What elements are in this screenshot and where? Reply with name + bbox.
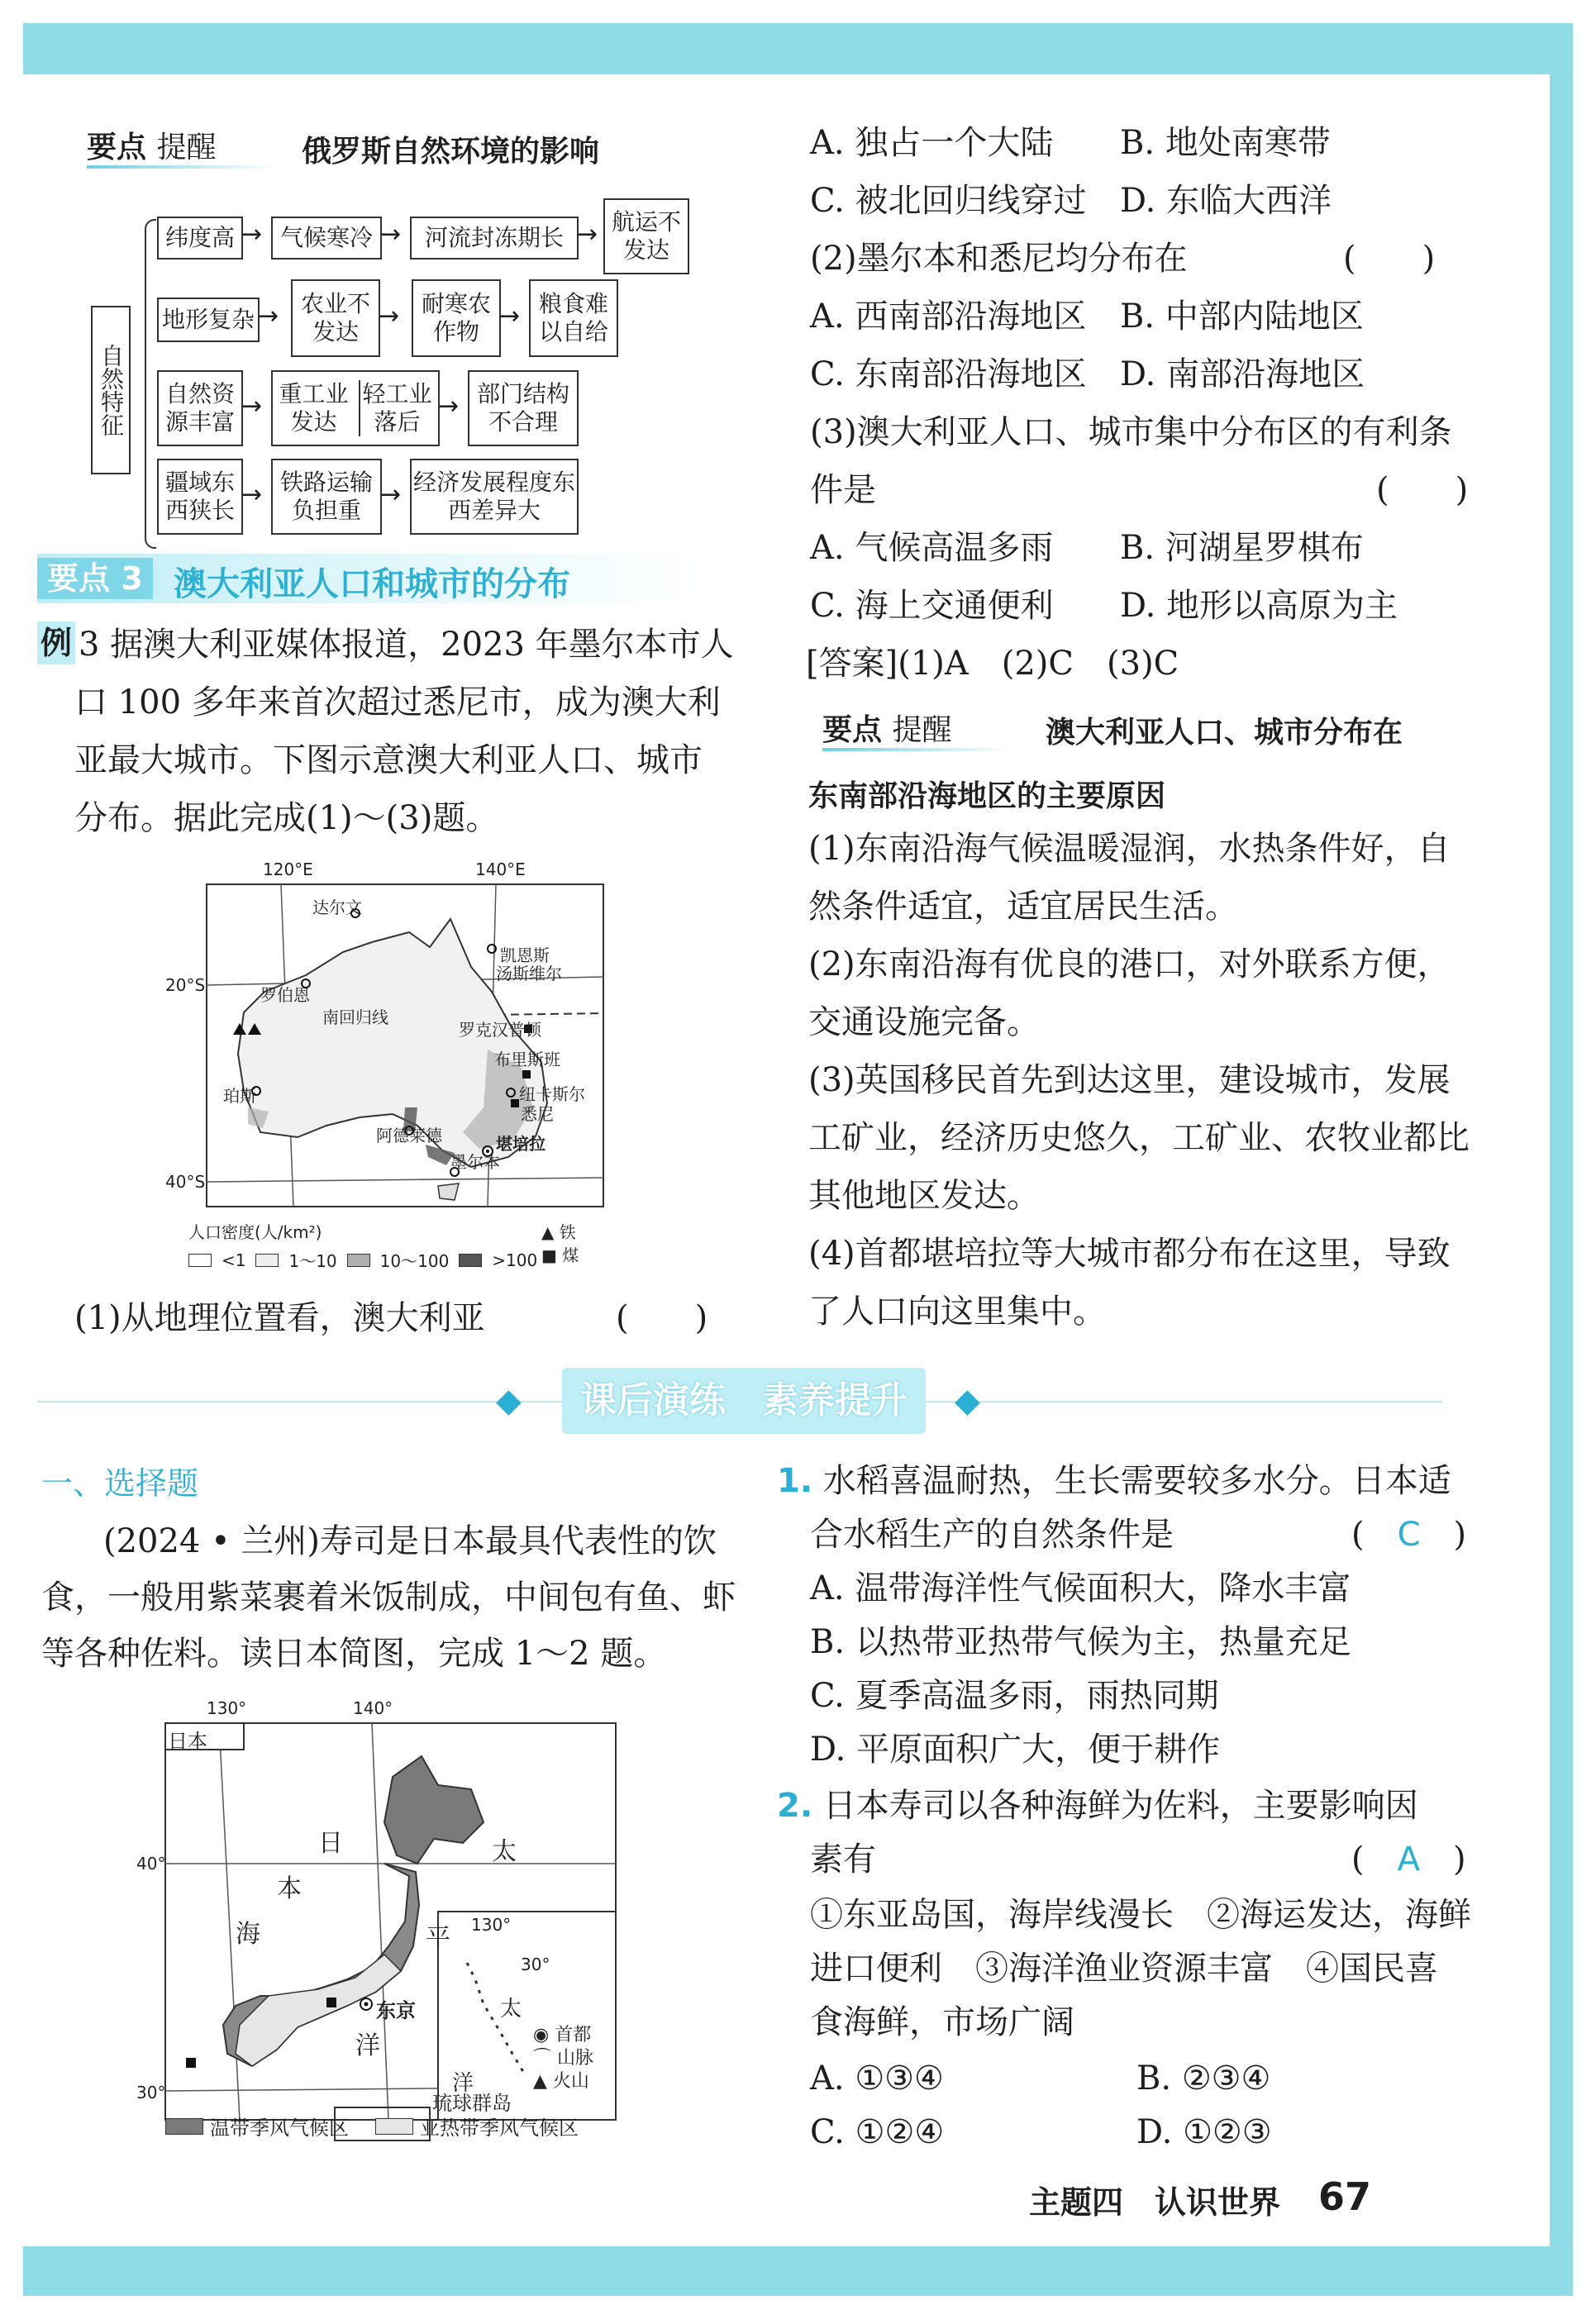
- map-lat-20: 20°S: [165, 975, 206, 995]
- example-line-1: 3 据澳大利亚媒体报道，2023 年墨尔本市人: [79, 626, 734, 664]
- reason-line-6: 工矿业，经济历史悠久，工矿业、农牧业都比: [808, 1119, 1470, 1157]
- arrow-icon: →: [380, 220, 402, 249]
- city-tokyo: 东京: [376, 1999, 416, 2022]
- reason-line-8: (4)首都堪培拉等大城市都分布在这里，导致: [808, 1235, 1451, 1273]
- p2-stem-text: 日本寿司以各种海鲜为佐料，主要影响因: [822, 1787, 1418, 1825]
- place-canberra: 堪培拉: [496, 1134, 545, 1154]
- section3-num: 要点 3: [37, 558, 153, 599]
- legend-swatch: [459, 1254, 482, 1267]
- p2-option-a: A. ①③④: [810, 2059, 944, 2098]
- d-r2-1: 地形复杂: [157, 298, 260, 342]
- p1-paren: ( C ): [1351, 1516, 1467, 1554]
- inset-lon-130: 130°: [471, 1915, 512, 1935]
- d-r3-23: [271, 370, 440, 446]
- d-r1-3: 河流封冻期长: [410, 217, 579, 260]
- diagram-root: 自然特征: [91, 306, 131, 474]
- d-r3-3: 轻工业落后: [359, 380, 435, 436]
- legend-mountain: ⌒ 山脉: [533, 2048, 594, 2069]
- place-newcastle: 纽卡斯尔: [519, 1084, 585, 1104]
- legend-iron-label: 铁: [559, 1222, 576, 1242]
- japan-intro-2: 食，一般用紫菜裹着米饭制成，中间包有鱼、虾: [41, 1579, 736, 1617]
- japan-lat-40: 40°: [136, 1854, 166, 1874]
- bottom-band: [23, 2246, 1573, 2296]
- p2-items-2: 进口便利 ③海洋渔业资源丰富 ④国民喜: [810, 1950, 1438, 1988]
- legend-volcano-label: 火山: [552, 2071, 589, 2092]
- p2-option-b: B. ②③④: [1136, 2059, 1271, 2098]
- p2-number: 2.: [777, 1787, 813, 1825]
- place-cairns: 凯恩斯: [500, 945, 550, 965]
- legend-swatch: [375, 2118, 413, 2135]
- map-lon-140: 140°E: [475, 860, 526, 879]
- d-r1-1: 纬度高: [157, 217, 243, 260]
- q3-option-b: B. 河湖星罗棋布: [1120, 529, 1364, 567]
- practice-banner: 课后演练 素养提升: [562, 1368, 926, 1434]
- p2-items-1: ①东亚岛国，海岸线漫长 ②海运发达，海鲜: [810, 1896, 1471, 1934]
- d-r1-2: 气候寒冷: [271, 217, 382, 260]
- legend-coal-label: 煤: [562, 1245, 579, 1265]
- place-brisbane: 布里斯班: [494, 1050, 560, 1069]
- density-legend: [188, 1248, 537, 1272]
- tip1-tag: [87, 124, 217, 166]
- tip-tag-light: 提醒: [892, 713, 952, 747]
- q3-stem-2: 件是: [810, 471, 876, 509]
- q2-option-d: D. 南部沿海地区: [1120, 355, 1365, 393]
- ocean-char-2: 平: [426, 1924, 450, 1953]
- q3-option-d: D. 地形以高原为主: [1120, 587, 1398, 625]
- arrow-icon: →: [258, 302, 279, 331]
- tip1-title: 俄罗斯自然环境的影响: [302, 135, 600, 169]
- tip-tag-main: 要点: [87, 131, 147, 164]
- footer-topic: 主题四 认识世界: [1029, 2184, 1281, 2221]
- australia-map: [165, 860, 628, 1273]
- p1-option-a: A. 温带海洋性气候面积大，降水丰富: [810, 1569, 1351, 1607]
- place-melbourne: 墨尔本: [450, 1152, 500, 1172]
- place-sydney: 悉尼: [521, 1104, 554, 1124]
- legend-swatch: [347, 1254, 370, 1267]
- tip2-title-1: 澳大利亚人口、城市分布在: [1046, 716, 1403, 750]
- arrow-icon: →: [499, 302, 521, 331]
- example-line-4: 分布。据此完成(1)～(3)题。: [74, 799, 499, 837]
- d-r3-2: 重工业发达: [279, 380, 349, 436]
- q2-option-a: A. 西南部沿海地区: [810, 298, 1087, 336]
- d-r4-3: 经济发展程度东西差异大: [410, 459, 579, 535]
- legend-iron: ▲ 铁: [541, 1222, 576, 1242]
- q1-stem: (1)从地理位置看，澳大利亚: [74, 1299, 485, 1337]
- q1-option-c: C. 被北回归线穿过: [810, 182, 1087, 220]
- right-band: [1550, 23, 1573, 2296]
- place-roebourne: 罗伯恩: [260, 985, 310, 1005]
- map-lat-40: 40°S: [165, 1172, 206, 1192]
- p2-stem-2: 素有: [810, 1840, 876, 1879]
- legend-subtropical: 亚热带季风气候区: [420, 2117, 579, 2140]
- q3-paren: ( ): [1376, 471, 1469, 509]
- legend-capital-label: 首都: [555, 2025, 592, 2045]
- map-lon-120: 120°E: [263, 860, 313, 879]
- place-darwin: 达尔文: [312, 898, 362, 917]
- diamond-icon: ◆: [496, 1382, 522, 1420]
- place-tropic: 南回归线: [322, 1007, 388, 1027]
- japan-intro-3: 等各种佐料。读日本简图，完成 1～2 题。: [41, 1635, 667, 1673]
- reason-line-2: 然条件适宜，适宜居民生活。: [808, 888, 1238, 926]
- q1-option-b: B. 地处南寒带: [1120, 124, 1331, 162]
- p2-items-3: 食海鲜，市场广阔: [810, 2003, 1074, 2041]
- sea-char-2: 本: [277, 1874, 302, 1903]
- reason-line-3: (2)东南沿海有优良的港口，对外联系方便，: [808, 945, 1451, 983]
- page-number: 67: [1318, 2174, 1372, 2219]
- legend-item: 10～100: [379, 1251, 450, 1271]
- p1-stem-2: 合水稻生产的自然条件是: [810, 1516, 1174, 1554]
- reason-line-1: (1)东南沿海气候温暖湿润，水热条件好，自: [808, 830, 1451, 868]
- q1-paren: ( ): [616, 1299, 708, 1337]
- tip2-title-2: 东南部沿海地区的主要原因: [808, 779, 1166, 813]
- q2-paren: ( ): [1343, 240, 1436, 278]
- q3-stem-1: (3)澳大利亚人口、城市集中分布区的有利条: [810, 413, 1452, 451]
- tip2-underline: [822, 748, 1012, 751]
- reason-line-9: 了人口向这里集中。: [808, 1293, 1106, 1331]
- d-r3-1: 自然资源丰富: [157, 370, 243, 446]
- legend-temperate: 温带季风气候区: [210, 2117, 349, 2140]
- climate-legend: [165, 2112, 579, 2140]
- japan-lon-130: 130°: [207, 1698, 247, 1718]
- inset-ocean-1: 太: [500, 1997, 522, 2021]
- legend-volcano: ▲ 火山: [533, 2071, 589, 2092]
- example-label: 例: [37, 621, 75, 664]
- arrow-icon: →: [241, 220, 263, 249]
- arrow-icon: →: [241, 480, 263, 509]
- p1-stem-1: [777, 1452, 1451, 1510]
- legend-mountain-label: 山脉: [557, 2048, 594, 2069]
- q2-stem: (2)墨尔本和悉尼均分布在: [810, 240, 1188, 278]
- d-r3-4: 部门结构不合理: [468, 370, 579, 446]
- q2-option-c: C. 东南部沿海地区: [810, 355, 1087, 393]
- d-r2-3: 耐寒农作物: [412, 279, 501, 357]
- reason-line-5: (3)英国移民首先到达这里，建设城市，发展: [808, 1061, 1451, 1099]
- q1-option-d: D. 东临大西洋: [1120, 182, 1332, 220]
- choice-heading: 一、选择题: [41, 1465, 199, 1502]
- place-perth: 珀斯: [223, 1086, 256, 1106]
- place-townsville: 汤斯维尔: [496, 964, 562, 983]
- japan-map-title: 日本: [168, 1730, 207, 1753]
- d-r2-4: 粮食难以自给: [529, 279, 618, 357]
- arrow-icon: →: [438, 392, 460, 421]
- inset-lat-30: 30°: [521, 1955, 550, 1974]
- q1-option-a: A. 独占一个大陆: [810, 124, 1054, 162]
- top-band: [23, 23, 1573, 74]
- legend-item: <1: [222, 1250, 246, 1270]
- tip2-tag: [822, 707, 952, 749]
- arrow-icon: →: [577, 220, 598, 249]
- legend-swatch: [188, 1254, 212, 1267]
- japan-map: [136, 1698, 632, 2149]
- answer-line: [答案](1)A (2)C (3)C: [806, 645, 1179, 683]
- legend-item: 1～10: [288, 1251, 337, 1271]
- ocean-char-3: 洋: [355, 2031, 380, 2060]
- p1-answer: C: [1397, 1516, 1421, 1554]
- q2-option-b: B. 中部内陆地区: [1120, 298, 1364, 336]
- islands-label: 琉球群岛: [432, 2092, 512, 2115]
- legend-swatch: [255, 1254, 279, 1267]
- japan-lat-30: 30°: [136, 2083, 166, 2102]
- tip-tag-main: 要点: [822, 713, 883, 747]
- arrow-icon: →: [379, 302, 400, 331]
- p2-stem-1: [777, 1777, 1418, 1835]
- diamond-icon: ◆: [955, 1382, 980, 1420]
- d-r1-4: 航运不发达: [603, 198, 689, 274]
- p2-option-d: D. ①②③: [1136, 2113, 1272, 2151]
- legend-title: 人口密度(人/km²): [188, 1222, 322, 1242]
- arrow-icon: →: [241, 392, 263, 421]
- diagram-brace: [145, 219, 156, 549]
- example-line-3: 亚最大城市。下图示意澳大利亚人口、城市: [74, 741, 703, 779]
- d-r4-1: 疆域东西狭长: [157, 459, 243, 535]
- p2-option-c: C. ①②④: [810, 2113, 945, 2151]
- sea-char-3: 海: [236, 1920, 260, 1949]
- d-r2-2: 农业不发达: [291, 279, 380, 357]
- legend-swatch: [165, 2118, 203, 2135]
- p1-option-d: D. 平原面积广大，便于耕作: [810, 1731, 1221, 1769]
- place-rockhampton: 罗克汉普顿: [459, 1020, 541, 1040]
- q3-option-a: A. 气候高温多雨: [810, 529, 1054, 567]
- p1-option-c: C. 夏季高温多雨，雨热同期: [810, 1677, 1219, 1715]
- p1-option-b: B. 以热带亚热带气候为主，热量充足: [810, 1623, 1351, 1661]
- tip1-underline: [87, 165, 277, 169]
- sea-char-1: 日: [318, 1829, 343, 1858]
- japan-lon-140: 140°: [353, 1698, 393, 1718]
- q3-option-c: C. 海上交通便利: [810, 587, 1054, 625]
- p2-answer: A: [1397, 1840, 1420, 1879]
- example-line-2: 口 100 多年来首次超过悉尼市，成为澳大利: [74, 683, 721, 721]
- section3-title: 澳大利亚人口和城市的分布: [174, 565, 570, 603]
- legend-capital: ◉ 首都: [533, 2025, 592, 2045]
- ocean-char-1: 太: [492, 1837, 517, 1866]
- tip-tag-light: 提醒: [156, 131, 217, 164]
- japan-intro-1: (2024 • 兰州)寿司是日本最具代表性的饮: [103, 1522, 717, 1560]
- reason-line-4: 交通设施完备。: [808, 1003, 1040, 1041]
- p1-number: 1.: [777, 1462, 813, 1500]
- p2-paren: ( A ): [1351, 1840, 1466, 1879]
- legend-item: >100: [492, 1250, 538, 1270]
- d-r4-2: 铁路运输负担重: [271, 459, 382, 535]
- p1-stem-text: 水稻喜温耐热，生长需要较多水分。日本适: [822, 1462, 1451, 1500]
- arrow-icon: →: [380, 480, 402, 509]
- reason-line-7: 其他地区发达。: [808, 1177, 1040, 1215]
- legend-coal: ■ 煤: [541, 1245, 579, 1265]
- inset-ocean-2: 洋: [452, 2071, 474, 2096]
- place-adelaide: 阿德莱德: [376, 1126, 442, 1145]
